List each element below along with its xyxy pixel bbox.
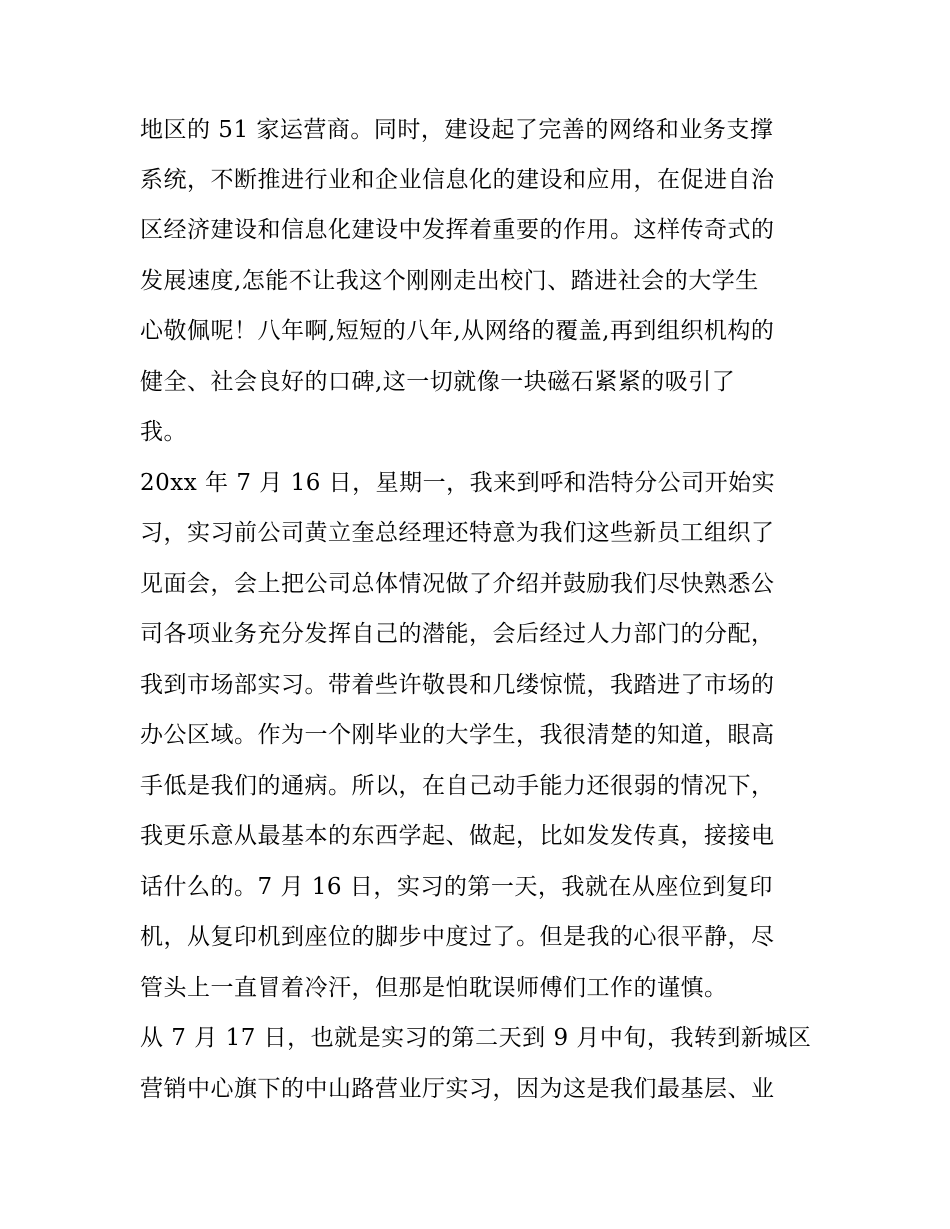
text-line: 司各项业务充分发挥自己的潜能，会后经过人力部门的分配，: [140, 621, 775, 647]
text-line: 习，实习前公司黄立奎总经理还特意为我们这些新员工组织了: [140, 520, 775, 546]
text-line: 见面会，会上把公司总体情况做了介绍并鼓励我们尽快熟悉公: [140, 571, 775, 597]
text-line: 地区的 51 家运营商。同时，建设起了完善的网络和业务支撑: [140, 117, 774, 143]
text-line: 我到市场部实习。带着些许敬畏和几缕惊慌，我踏进了市场的: [140, 672, 775, 698]
text-line: 机，从复印机到座位的脚步中度过了。但是我的心很平静，尽: [140, 924, 775, 950]
text-line: 办公区域。作为一个刚毕业的大学生，我很清楚的知道，眼高: [140, 722, 775, 748]
text-line: 管头上一直冒着冷汗，但那是怕耽误师傅们工作的谨慎。: [140, 975, 728, 1001]
text-line: 我更乐意从最基本的东西学起、做起，比如发发传真，接接电: [140, 823, 775, 849]
text-line: 从 7 月 17 日，也就是实习的第二天到 9 月中旬，我转到新城区: [140, 1025, 812, 1051]
text-line: 20xx 年 7 月 16 日，星期一，我来到呼和浩特分公司开始实: [140, 470, 776, 496]
text-line: 我。: [140, 419, 187, 445]
text-line: 发展速度,怎能不让我这个刚刚走出校门、踏进社会的大学生: [140, 268, 759, 294]
text-line: 健全、社会良好的口碑,这一切就像一块磁石紧紧的吸引了: [140, 369, 736, 395]
text-line: 区经济建设和信息化建设中发挥着重要的作用。这样传奇式的: [140, 217, 775, 243]
text-line: 话什么的。7 月 16 日，实习的第一天，我就在从座位到复印: [140, 874, 773, 900]
text-line: 营销中心旗下的中山路营业厅实习，因为这是我们最基层、业: [140, 1076, 775, 1102]
text-line: 系统，不断推进行业和企业信息化的建设和应用，在促进自治: [140, 167, 775, 193]
text-line: 心敬佩呢！八年啊,短短的八年,从网络的覆盖,再到组织机构的: [140, 318, 775, 344]
text-line: 手低是我们的通病。所以，在自己动手能力还很弱的情况下，: [140, 773, 775, 799]
